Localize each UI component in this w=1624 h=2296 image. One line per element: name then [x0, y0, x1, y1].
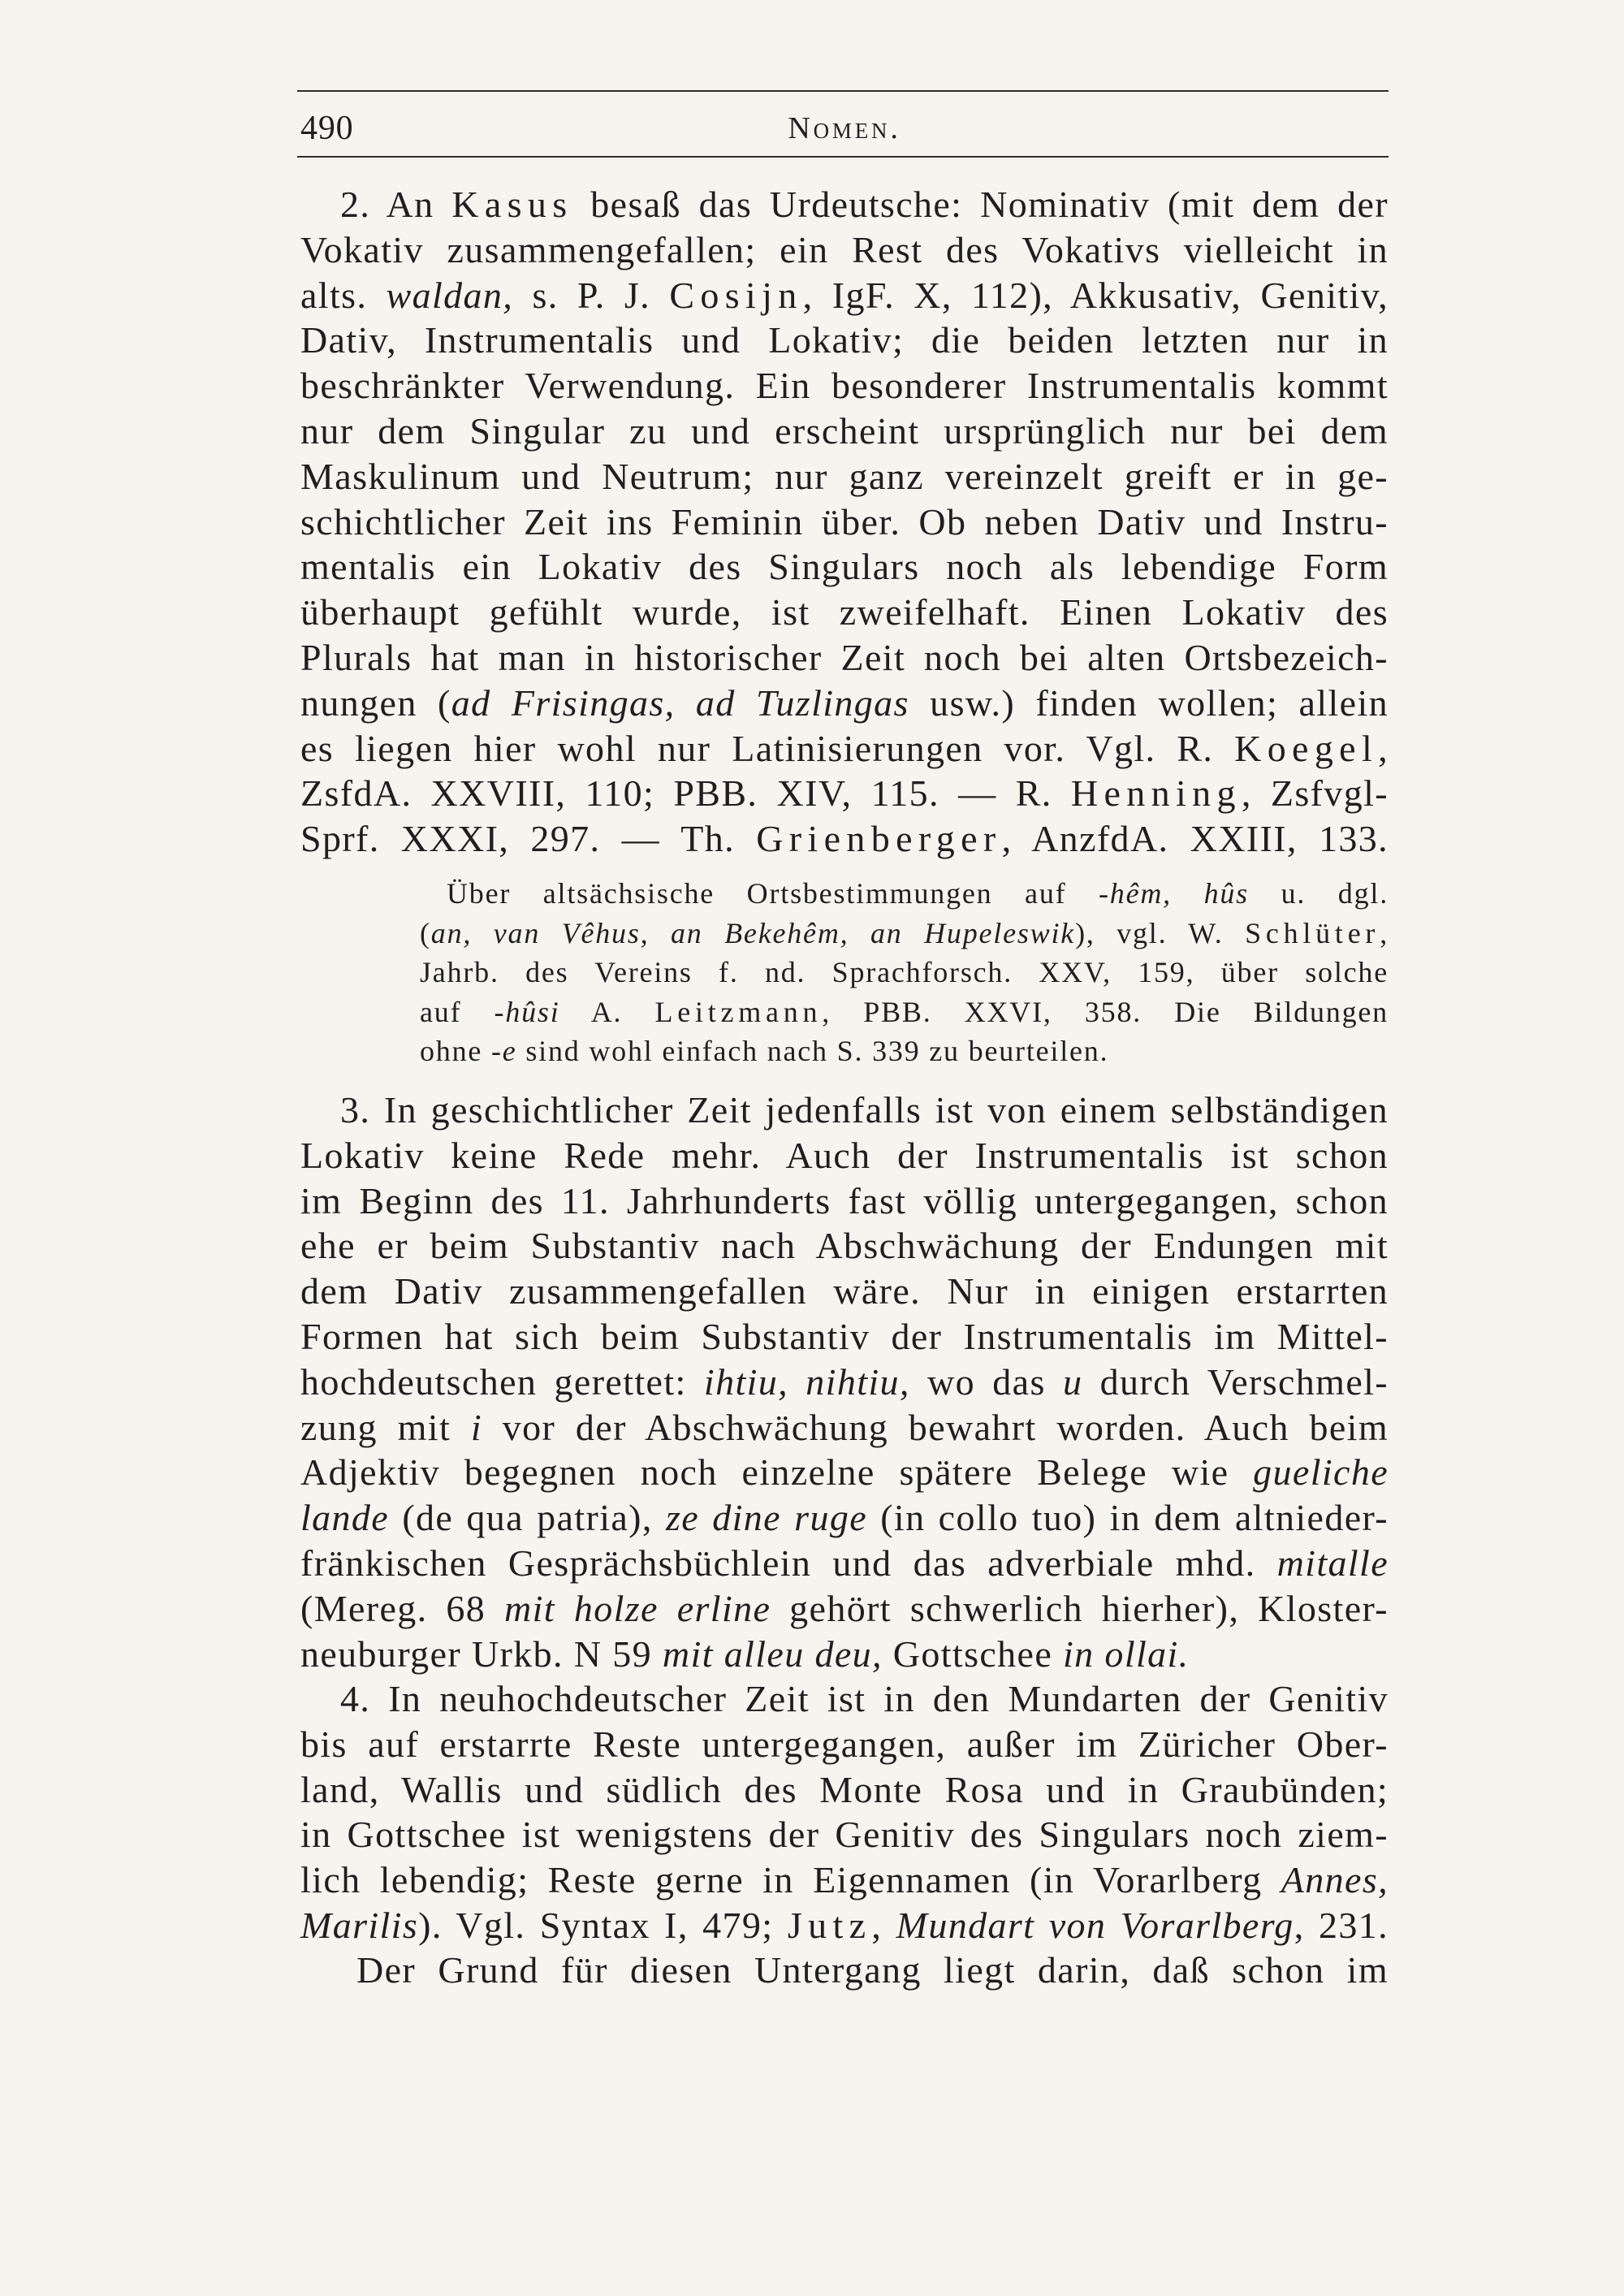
text-line [300, 363, 1389, 409]
text-run: dem Dativ zusammengefallen wäre. Nur in einigen erstarrten [300, 1270, 1389, 1312]
text-run: Über altsächsische Ortsbestimmungen auf [447, 877, 1099, 910]
text-line [300, 1223, 1389, 1269]
text-line [300, 1722, 1389, 1767]
text-run: , [1380, 916, 1389, 949]
text-run: , 231. [1294, 1904, 1389, 1946]
text-run: vor der Abschwächung bewahrt worden. Auch beim [482, 1406, 1389, 1448]
text-run: nur dem Singular zu und erscheint ursprünglich nur bei dem [300, 409, 1389, 452]
running-head: Nomen. [788, 111, 901, 145]
text-run: , [1378, 727, 1389, 769]
text-line [420, 953, 1389, 992]
spaced-run: Henning [1070, 772, 1242, 815]
text-line [300, 499, 1389, 545]
text-run: neuburger Urkb. N 59 [300, 1632, 663, 1675]
text-run: Gottschee [882, 1632, 1064, 1675]
small-print-note [420, 874, 1389, 1071]
text-line [420, 1031, 1389, 1071]
text-line [300, 1087, 1389, 1133]
text-run: ehe er beim Substantiv nach Abschwächung der Endungen mit [300, 1225, 1389, 1267]
text-run: nungen ( [300, 681, 451, 724]
text-run: Maskulinum und Neutrum; nur ganz vereinzelt greift er in ge- [300, 455, 1389, 497]
text-run: sind wohl einfach nach S. 339 zu beurteilen. [516, 1035, 1109, 1068]
text-run: Formen hat sich beim Substantiv der Instrumentalis im Mittel- [300, 1315, 1389, 1357]
paragraph-4 [300, 1676, 1389, 1948]
spaced-run: Kasus [451, 184, 573, 225]
italic-run: an, van Vêhus, an Bekehêm, an Hupeleswik [430, 916, 1076, 949]
text-line [300, 1269, 1389, 1314]
text-run: besaß das Urdeutsche: Nominativ (mit dem der [572, 184, 1389, 225]
text-line [300, 1450, 1389, 1495]
text-run: im Beginn des 11. Jahrhunderts fast völlig untergegangen, schon [300, 1179, 1389, 1222]
text-run: mentalis ein Lokativ des Singulars noch als lebendige Form [300, 546, 1389, 588]
text-line [300, 182, 1389, 227]
text-run: , Zsfvgl- [1241, 772, 1389, 815]
text-line [300, 1857, 1389, 1903]
text-run: ohne [420, 1035, 491, 1068]
text-run: , AnzfdA. XXIII, 133. [1001, 818, 1389, 860]
text-line [300, 273, 1389, 318]
text-run: ( [420, 916, 431, 949]
text-run: Jahrb. des Vereins f. nd. Sprachforsch. XXV, 159, über solche [420, 956, 1389, 989]
text-run: bis auf erstarrte Reste untergegangen, außer im Züricher Ober- [300, 1723, 1389, 1765]
text-run: Der Grund für diesen Untergang liegt darin, daß schon im [356, 1949, 1389, 1991]
text-line [300, 409, 1389, 454]
text-line [300, 1812, 1389, 1857]
text-line [300, 726, 1389, 772]
text-run: ZsfdA. XXVIII, 110; PBB. XIV, 115. — R. [300, 772, 1071, 815]
text-line [300, 318, 1389, 363]
italic-run: Mundart von Vorarlberg [896, 1904, 1294, 1946]
text-line [300, 1586, 1389, 1632]
text-line [300, 1948, 1389, 1993]
text-run: fränkischen Gesprächsbüchlein und das adverbiale mhd. [300, 1541, 1277, 1584]
italic-run: Marilis [300, 1904, 419, 1946]
text-run: ), vgl. W. [1075, 916, 1246, 949]
text-run: Vokativ zusammengefallen; ein Rest des Vokativs vielleicht in [300, 228, 1389, 270]
text-run: Lokativ keine Rede mehr. Auch der Instrumentalis ist schon [300, 1134, 1389, 1176]
text-line [420, 914, 1389, 953]
text-line [300, 681, 1389, 726]
text-line [420, 874, 1389, 914]
italic-run: u [1063, 1360, 1083, 1403]
text-run: es liegen hier wohl nur Latinisierungen vor. Vgl. R. [300, 727, 1235, 769]
italic-run: mitalle [1276, 1541, 1389, 1584]
text-run: s. P. J. [513, 274, 670, 316]
text-run: , [871, 1904, 896, 1946]
italic-run: -hêm, hûs [1099, 877, 1249, 910]
text-run: (Mereg. 68 [300, 1587, 505, 1629]
italic-run: mit alleu deu, [662, 1632, 883, 1675]
text-line [300, 1632, 1389, 1677]
text-run: , PBB. XXVI, 358. Die Bildungen [822, 995, 1389, 1028]
header-rule-bottom [297, 156, 1389, 158]
text-run: , IgF. X, 112), Akkusativ, Genitiv, [802, 274, 1389, 316]
text-run: Plurals hat man in historischer Zeit noch bei alten Ortsbezeich- [300, 636, 1389, 678]
spaced-run: Koegel [1234, 727, 1379, 769]
text-line [300, 1541, 1389, 1586]
italic-run: lande [300, 1497, 390, 1539]
text-run: 2. An [340, 184, 452, 225]
text-run: hochdeutschen gerettet: [300, 1360, 704, 1403]
italic-run: ad Frisingas, ad Tuzlingas [451, 681, 909, 724]
text-line [300, 1360, 1389, 1405]
text-line [300, 1133, 1389, 1178]
italic-run: in ollai. [1063, 1632, 1190, 1675]
text-run: 3. In geschichtlicher Zeit jedenfalls ist von einem selbständigen [340, 1089, 1389, 1131]
italic-run: -hûsi [494, 995, 560, 1028]
text-line [300, 1178, 1389, 1224]
text-run: überhaupt gefühlt wurde, ist zweifelhaft. Einen Lokativ des [300, 591, 1389, 633]
spaced-run: Grienberger [756, 818, 1002, 860]
paragraph-5 [300, 1948, 1389, 1993]
spaced-run: Cosijn [669, 274, 803, 316]
text-line [300, 816, 1389, 862]
text-run: (in collo tuo) in dem altnieder- [867, 1497, 1389, 1539]
text-run: schichtlicher Zeit ins Feminin über. Ob neben Dativ und Instru- [300, 500, 1389, 543]
text-run: in Gottschee ist wenigstens der Genitiv des Singulars noch ziem- [300, 1814, 1389, 1856]
text-line [300, 590, 1389, 635]
text-run: beschränkter Verwendung. Ein besonderer Instrumentalis kommt [300, 365, 1389, 407]
text-line [300, 1903, 1389, 1948]
text-line [300, 227, 1389, 273]
text-run: zung mit [300, 1406, 471, 1448]
page-number: 490 [300, 110, 354, 147]
text-line [300, 544, 1389, 590]
text-run: gehört schwerlich hierher), Kloster- [771, 1587, 1389, 1629]
text-line [300, 1405, 1389, 1451]
italic-run: i [470, 1406, 483, 1448]
paragraph-3 [300, 1087, 1389, 1676]
text-run: usw.) finden wollen; allein [909, 681, 1389, 724]
italic-run: waldan, [386, 274, 514, 316]
text-run: Sprf. XXXI, 297. — Th. [300, 818, 757, 860]
spaced-run: Leitzmann [654, 995, 823, 1028]
text-line [300, 635, 1389, 681]
text-run: A. [559, 995, 655, 1028]
text-line [300, 1676, 1389, 1722]
text-run: Adjektiv begegnen noch einzelne spätere Belege wie [300, 1451, 1254, 1494]
text-line [420, 992, 1389, 1032]
text-line [300, 771, 1389, 816]
text-run: alts. [300, 274, 387, 316]
italic-run: -e [490, 1035, 517, 1068]
italic-run: Annes, [1281, 1859, 1389, 1901]
italic-run: ihtiu, nihtiu, [703, 1360, 910, 1403]
paragraph-2 [300, 182, 1389, 862]
text-run: ). Vgl. Syntax I, 479; [418, 1904, 788, 1946]
italic-run: ze dine ruge [665, 1497, 868, 1539]
spaced-run: Schlüter [1245, 916, 1380, 949]
text-run: land, Wallis und südlich des Monte Rosa und in Graubünden; [300, 1768, 1389, 1810]
spaced-run: Jutz [787, 1904, 872, 1946]
header-rule-top [297, 90, 1389, 92]
text-run: wo das [909, 1360, 1064, 1403]
text-run: u. dgl. [1249, 877, 1389, 910]
text-line [300, 454, 1389, 499]
italic-run: mit holze erline [504, 1587, 771, 1629]
text-line [300, 1767, 1389, 1813]
text-run: lich lebendig; Reste gerne in Eigennamen (in Vorarlberg [300, 1859, 1281, 1901]
text-run: auf [420, 995, 495, 1028]
text-run: Dativ, Instrumentalis und Lokativ; die beiden letzten nur in [300, 319, 1389, 361]
text-line [300, 1314, 1389, 1360]
text-line [300, 1495, 1389, 1541]
text-run: durch Verschmel- [1082, 1360, 1389, 1403]
text-run: 4. In neuhochdeutscher Zeit ist in den Mundarten der Genitiv [340, 1678, 1389, 1719]
italic-run: gueliche [1253, 1451, 1389, 1494]
text-run: (de qua patria), [389, 1497, 666, 1539]
